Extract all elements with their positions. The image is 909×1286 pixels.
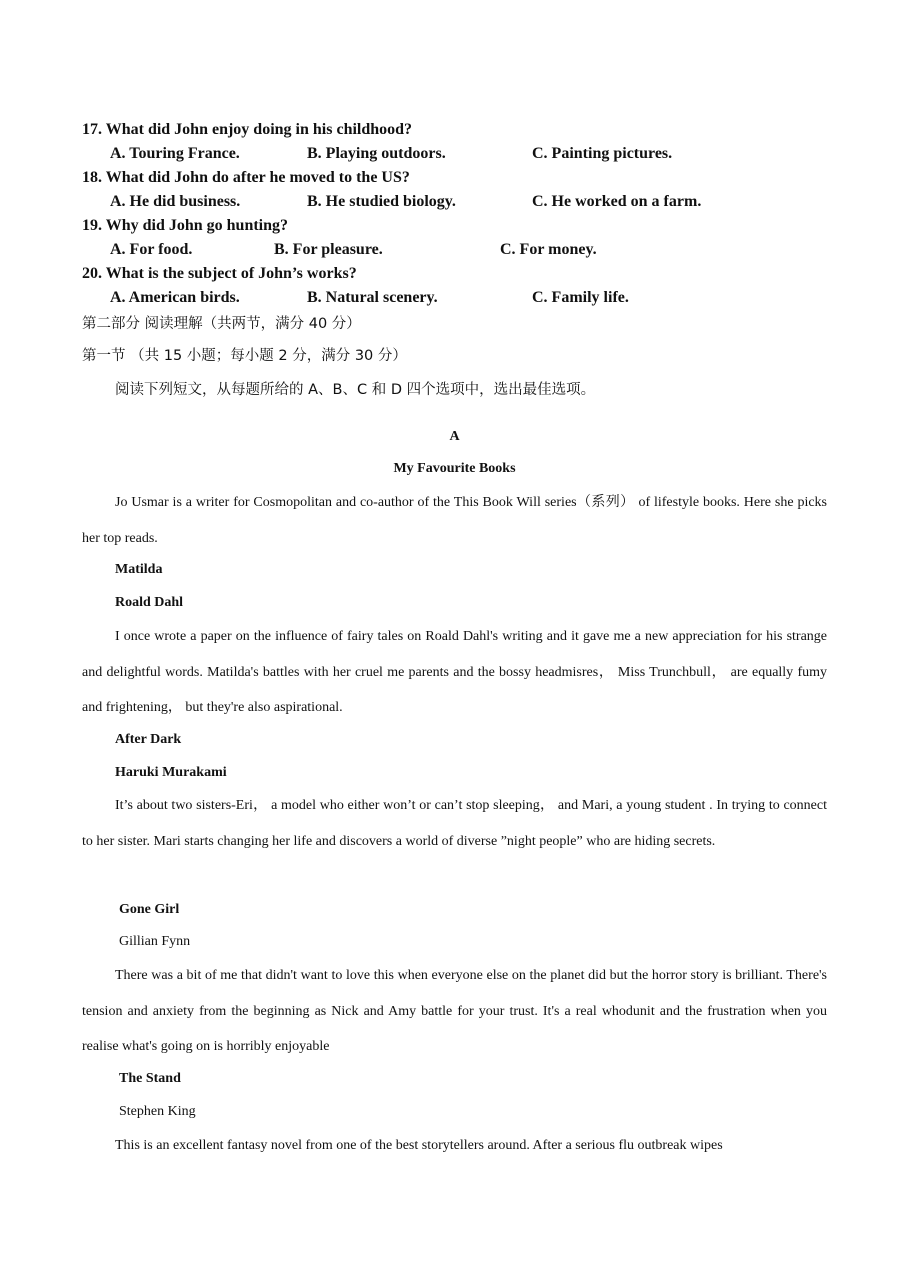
option-a: A. American birds. [110,289,240,306]
book-author: Haruki Murakami [115,765,227,780]
option-a: A. For food. [110,241,193,258]
question-18-options [0,193,909,215]
passage-title: My Favourite Books [393,461,516,476]
book-author: Stephen King [119,1104,196,1119]
book-title: The Stand [119,1071,181,1086]
question-17-options [0,145,909,167]
option-b: B. He studied biology. [307,193,456,210]
section-title: 第一节 （共 15 小题；每小题 2 分，满分 30 分） [82,348,407,364]
option-c: C. He worked on a farm. [532,193,702,210]
option-b: B. Natural scenery. [307,289,438,306]
option-a: A. He did business. [110,193,241,210]
option-b: B. For pleasure. [274,241,383,258]
book-review: I once wrote a paper on the influence of fairy tales on Roald Dahl's writing and it gave me a new appreciation for his strange and delightful words. Matilda's battles with her cruel me parents and the bossy headmisres， Miss Trunchbull， are equally fumy and frightening， but they're also aspirational. [82,629,827,715]
question-20-options [0,289,909,311]
book-title: Matilda [115,562,163,577]
part-title: 第二部分 阅读理解（共两节，满分 40 分） [82,316,361,332]
passage-letter: A [449,429,460,444]
book-author: Roald Dahl [115,595,184,610]
book-review: It’s about two sisters-Eri， a model who either won’t or can’t stop sleeping， and Mari, a young student . In trying to connect to her sister. Mari starts changing her life and discovers a world of diverse ”night people” who are hiding secrets. [82,798,827,849]
question-17: 17. What did John enjoy doing in his childhood? [82,121,413,138]
book-title: Gone Girl [119,902,180,917]
book-title: After Dark [115,732,182,747]
option-b: B. Playing outdoors. [307,145,446,162]
instruction: 阅读下列短文，从每题所给的 A、B、C 和 D 四个选项中，选出最佳选项。 [115,382,596,398]
option-c: C. Painting pictures. [532,145,673,162]
option-c: C. Family life. [532,289,629,306]
book-review: This is an excellent fantasy novel from one of the best storytellers around. After a serious flu outbreak wipes [115,1138,723,1153]
book-review: There was a bit of me that didn't want to love this when everyone else on the planet did but the horror story is brilliant. There's tension and anxiety from the beginning as Nick and Amy battle for your trust. It's a real whodunit and the frustration when you realise what's going on is horribly enjoyable [82,968,827,1054]
question-18: 18. What did John do after he moved to the US? [82,169,410,186]
question-19-options [0,241,909,263]
passage-intro: Jo Usmar is a writer for Cosmopolitan and co-author of the This Book Will series（系列） of lifestyle books. Here she picks her top reads. [82,495,827,546]
option-c: C. For money. [500,241,597,258]
book-author: Gillian Fynn [119,934,191,949]
question-20: 20. What is the subject of John’s works? [82,265,357,282]
question-19: 19. Why did John go hunting? [82,217,289,234]
option-a: A. Touring France. [110,145,240,162]
